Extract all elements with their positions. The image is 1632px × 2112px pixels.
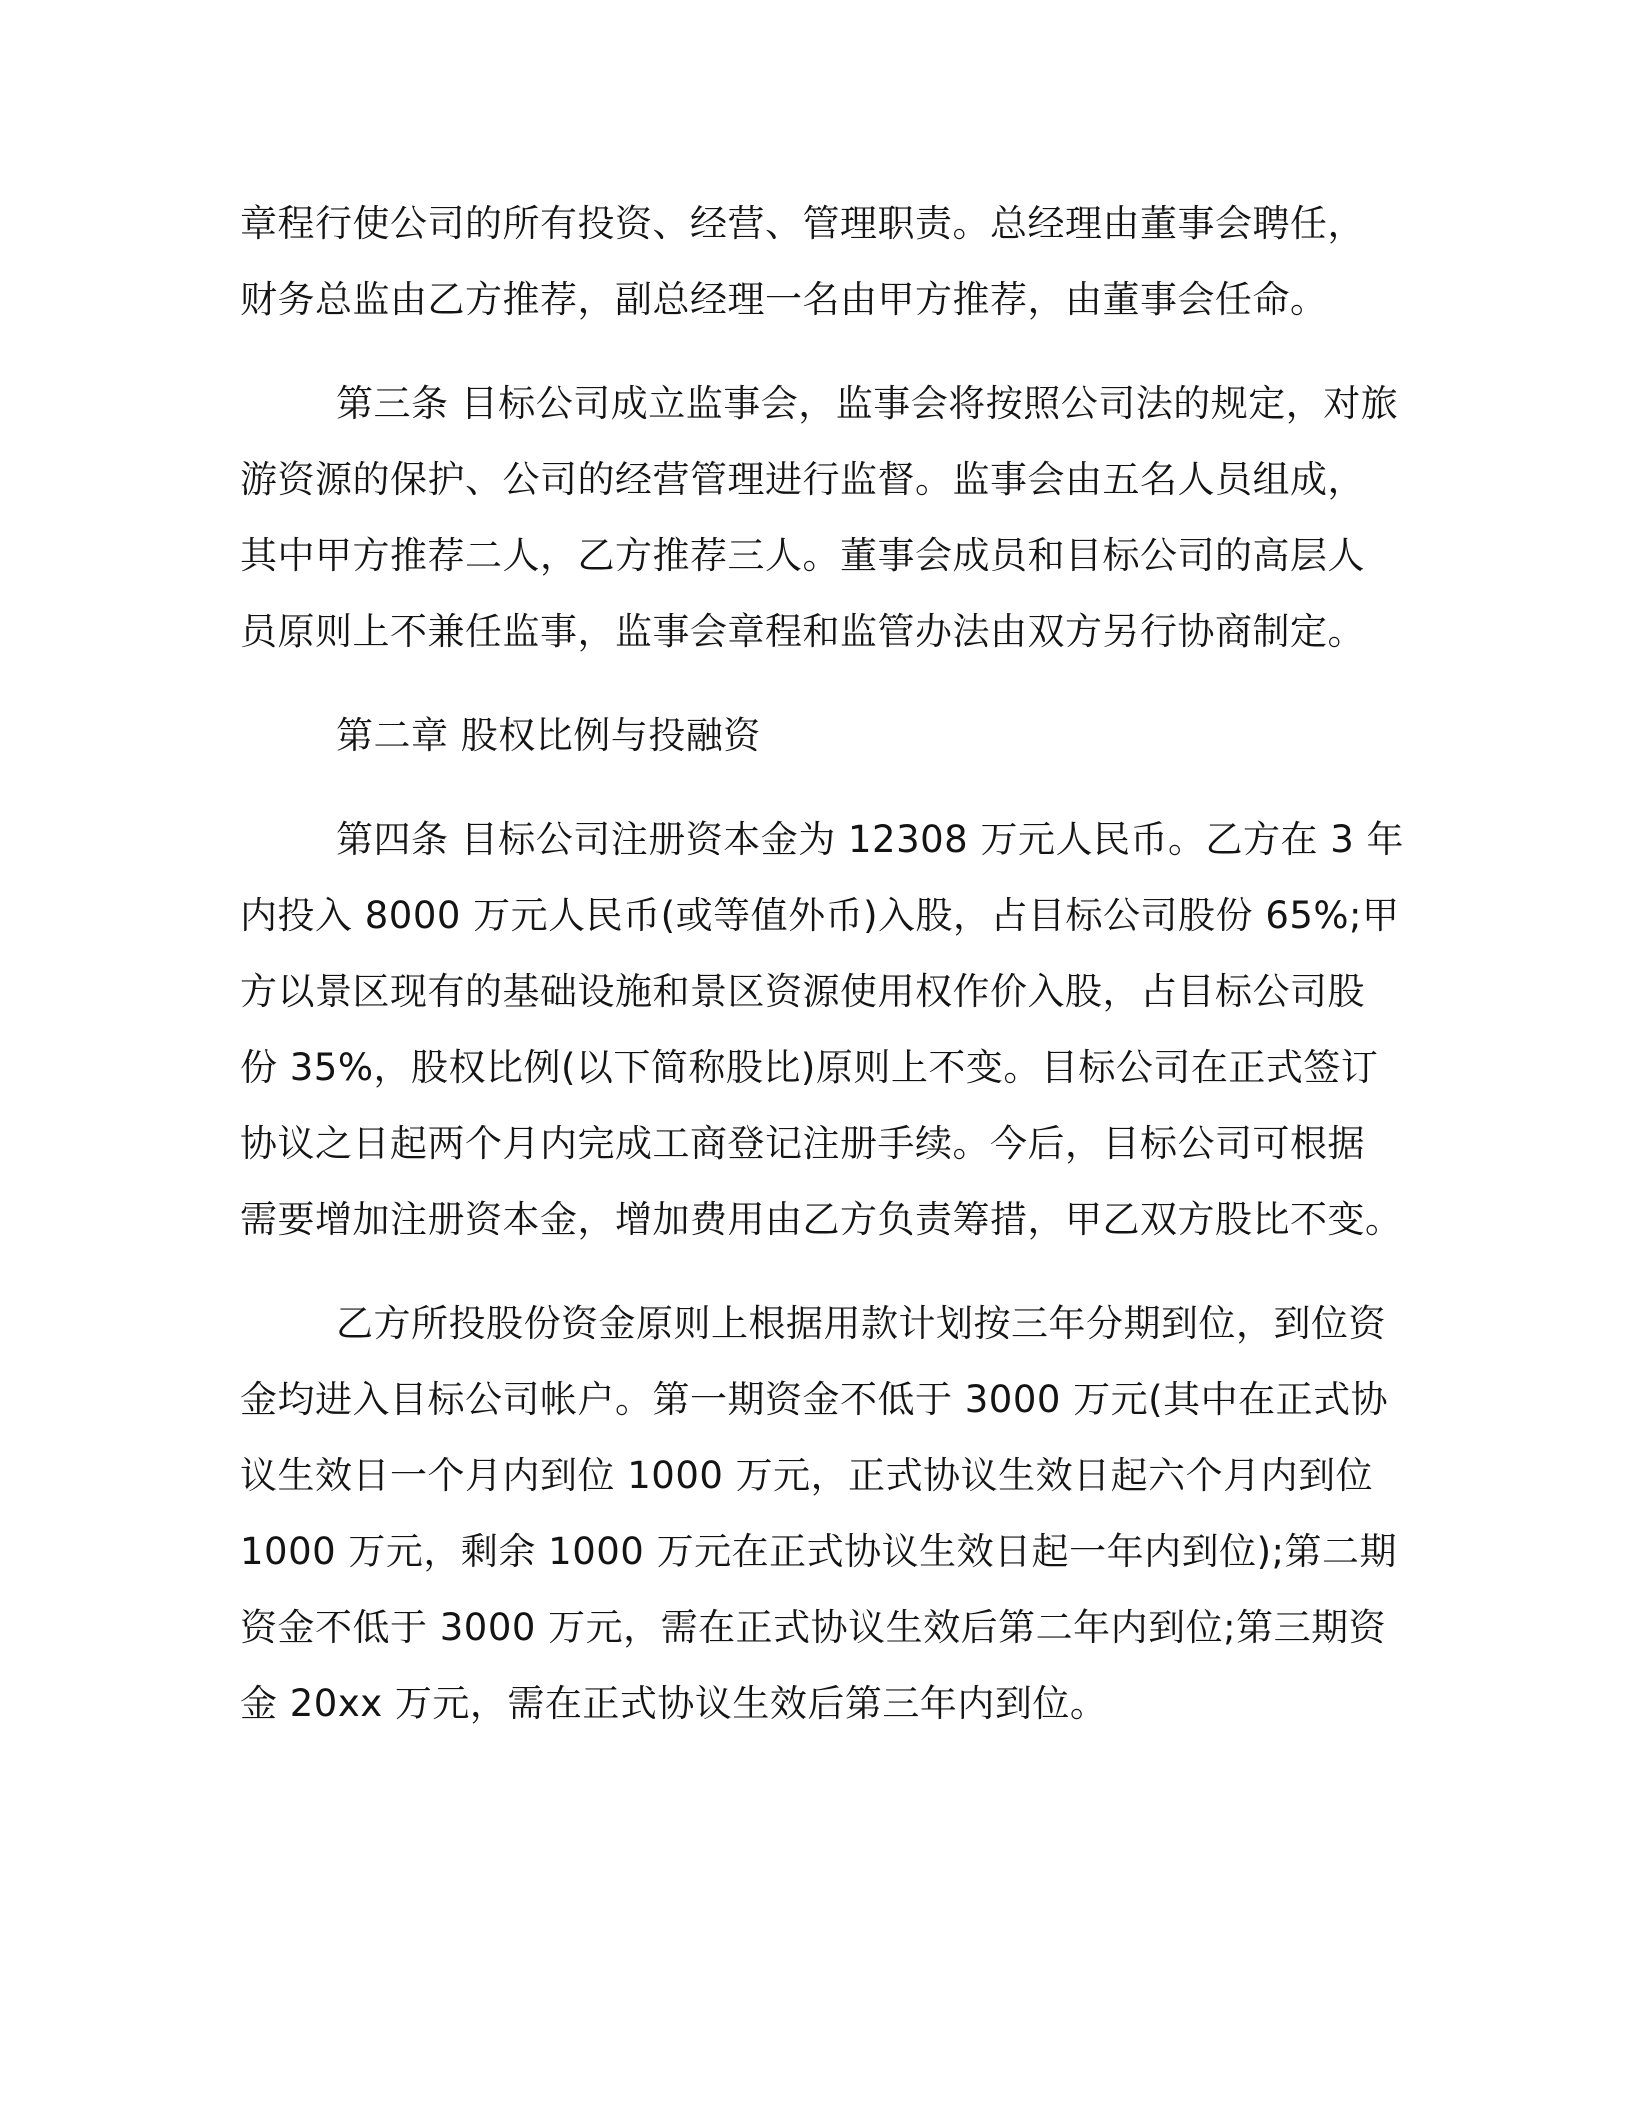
text-line: 乙方所投股份资金原则上根据用款计划按三年分期到位，到位资	[336, 1302, 1386, 1345]
paragraph-article-3	[240, 366, 1400, 670]
text-line: 第三条 目标公司成立监事会，监事会将按照公司法的规定，对旅	[336, 382, 1399, 425]
text-line: 游资源的保护、公司的经营管理进行监督。监事会由五名人员组成，	[240, 458, 1365, 501]
text-line: 其中甲方推荐二人，乙方推荐三人。董事会成员和目标公司的高层人	[240, 534, 1365, 577]
paragraph-board-duties	[240, 186, 1400, 338]
text-line: 内投入 8000 万元人民币(或等值外币)入股，占目标公司股份 65%;甲	[240, 894, 1400, 937]
paragraph-funding-schedule	[240, 1286, 1400, 1742]
paragraph-article-4	[240, 802, 1405, 1258]
text-line: 第四条 目标公司注册资本金为 12308 万元人民币。乙方在 3 年	[336, 818, 1405, 861]
text-line: 议生效日一个月内到位 1000 万元，正式协议生效日起六个月内到位	[240, 1454, 1374, 1497]
text-line: 1000 万元，剩余 1000 万元在正式协议生效日起一年内到位);第二期	[240, 1530, 1398, 1573]
text-line: 协议之日起两个月内完成工商登记注册手续。今后，目标公司可根据	[240, 1122, 1365, 1165]
text-line: 第二章 股权比例与投融资	[336, 714, 761, 757]
text-line: 金均进入目标公司帐户。第一期资金不低于 3000 万元(其中在正式协	[240, 1378, 1389, 1421]
text-line: 需要增加注册资本金，增加费用由乙方负责筹措，甲乙双方股比不变。	[240, 1198, 1403, 1241]
document-body	[240, 186, 1405, 1770]
text-line: 资金不低于 3000 万元，需在正式协议生效后第二年内到位;第三期资	[240, 1606, 1387, 1649]
text-line: 章程行使公司的所有投资、经营、管理职责。总经理由董事会聘任，	[240, 202, 1365, 245]
text-line: 员原则上不兼任监事，监事会章程和监管办法由双方另行协商制定。	[240, 610, 1365, 653]
text-line: 份 35%，股权比例(以下简称股比)原则上不变。目标公司在正式签订	[240, 1046, 1379, 1089]
chapter-2-heading	[240, 698, 1400, 774]
text-line: 金 20xx 万元，需在正式协议生效后第三年内到位。	[240, 1682, 1108, 1725]
text-line: 方以景区现有的基础设施和景区资源使用权作价入股，占目标公司股	[240, 970, 1365, 1013]
text-line: 财务总监由乙方推荐，副总经理一名由甲方推荐，由董事会任命。	[240, 278, 1328, 321]
